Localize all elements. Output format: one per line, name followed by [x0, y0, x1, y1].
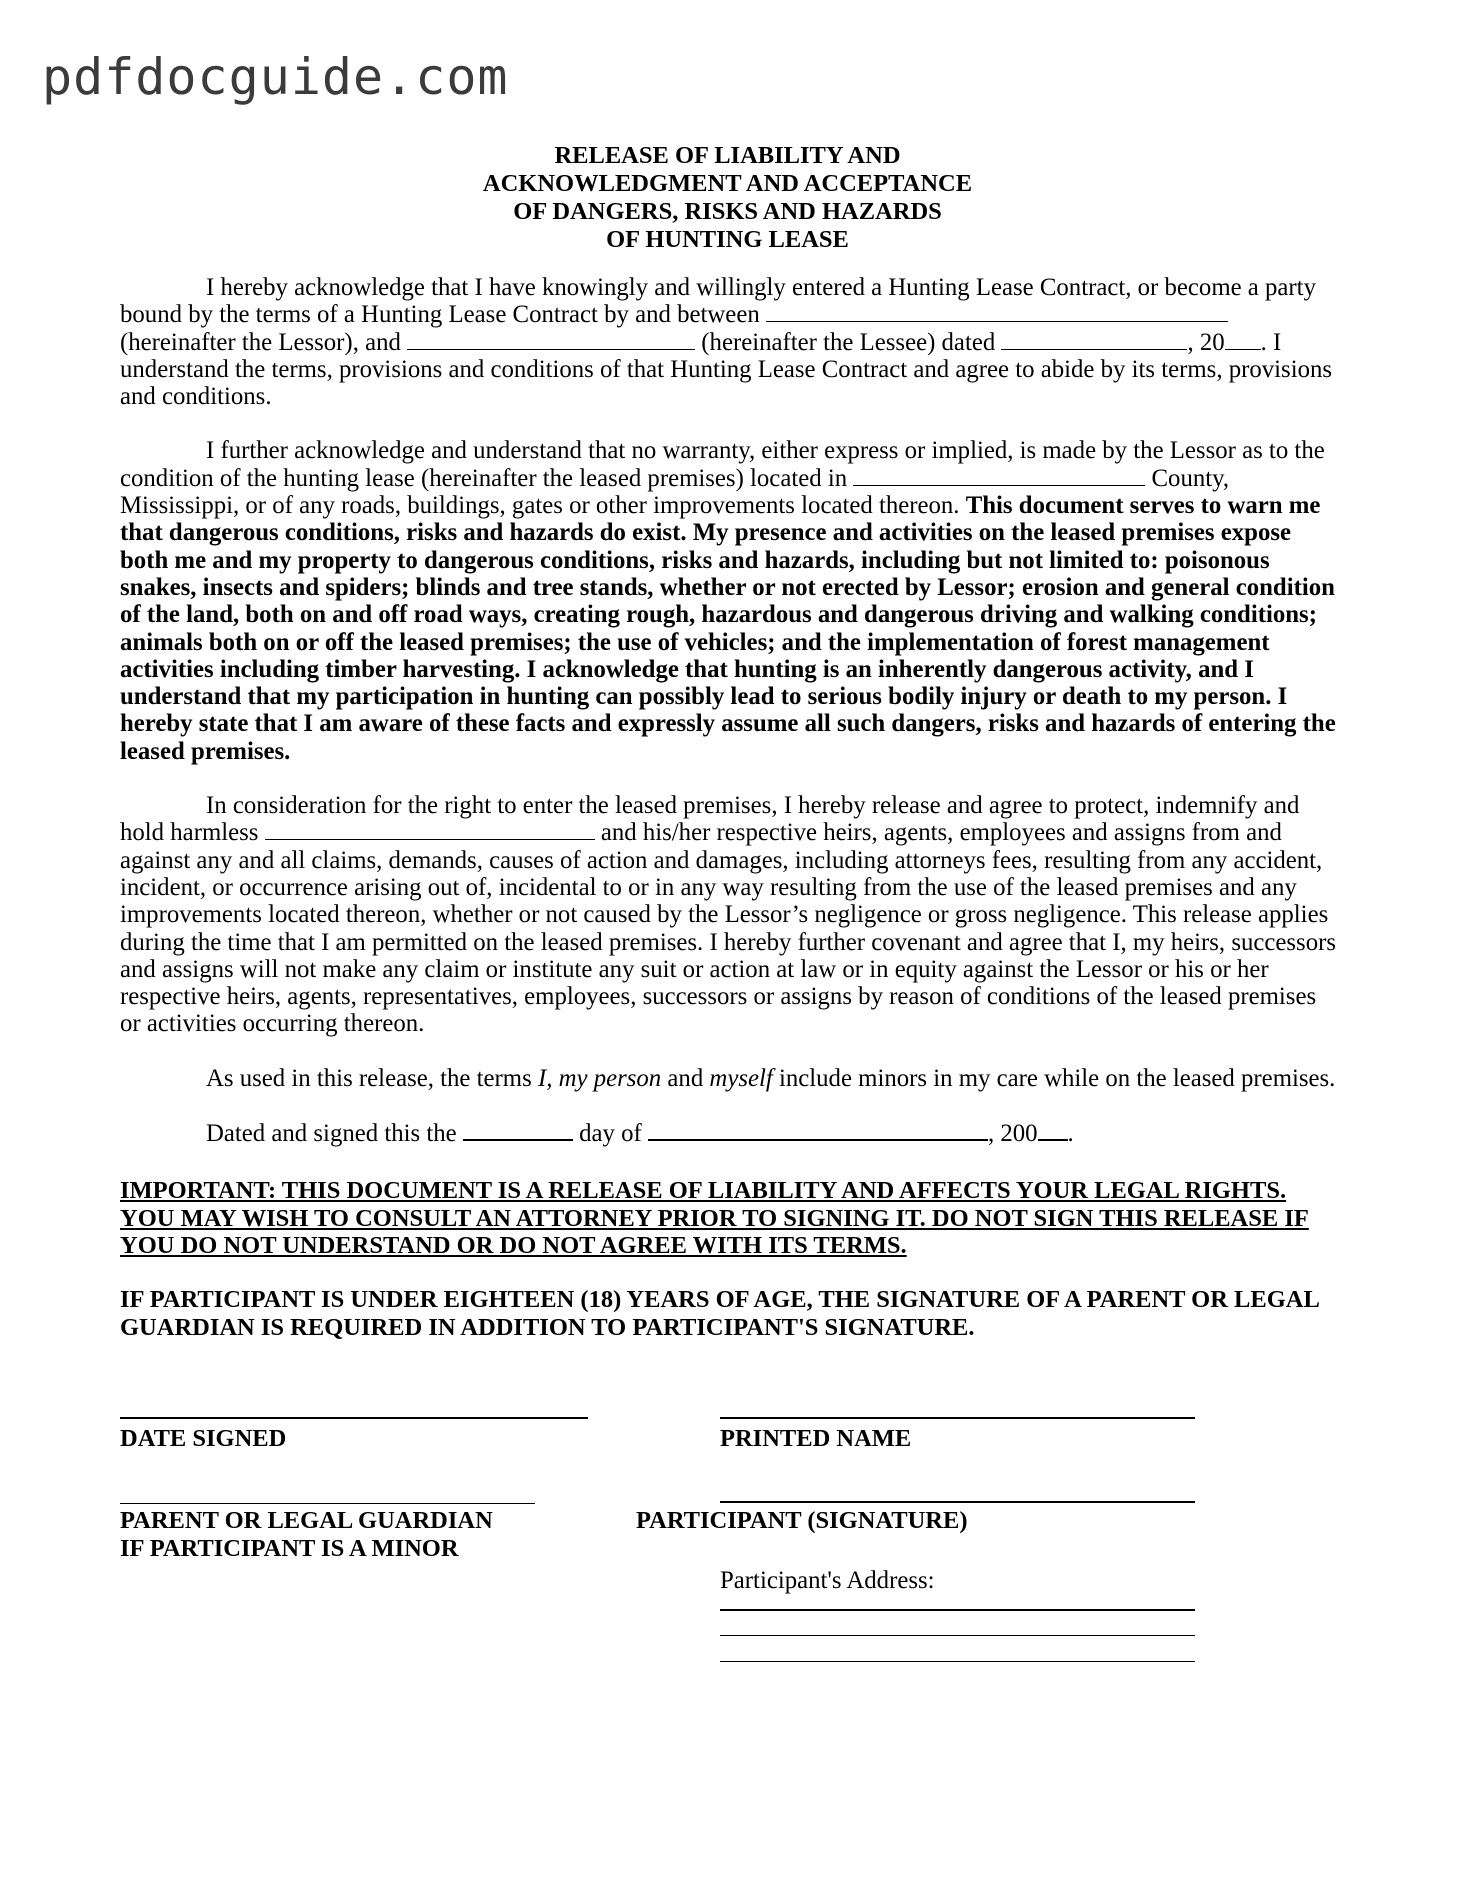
paragraph-text: County, Mississippi, or of any roads, buildings, gates or other improvements located thereon. [120, 464, 1230, 520]
paragraph-text: and [661, 1064, 710, 1092]
title-line: RELEASE OF LIABILITY AND [554, 142, 901, 169]
paragraph-text: (hereinafter the Lessee) dated [695, 328, 1002, 356]
guardian-label: PARENT OR LEGAL GUARDIAN [120, 1506, 493, 1534]
document-page [120, 142, 1340, 1731]
paragraph-text: Dated and signed this the [206, 1120, 463, 1148]
warning-text: This document serves to warn me that dangerous conditions, risks and hazards do exist. My presence and activities on the leased premises expose both me and my property to dangerous conditions, risks and hazards, including but not limited to: poisonous snakes, insects and spiders; blinds and tree stands, whether or not erected by Lessor; erosion and general condition of the land, both on and off road ways, creating rough, hazardous and dangerous driving and walking conditions; animals both on or off the leased premises; the use of vehicles; and the implementation of forest management activities including timber harvesting. I acknowledge that hunting is an inherently dangerous activity, and I understand that my participation in hunting can possibly lead to serious bodily injury or death to my person. I hereby state that I am aware of these facts and expressly assume all such dangers, risks and hazards of entering the leased premises. [120, 492, 1336, 765]
minor-notice: IF PARTICIPANT IS UNDER EIGHTEEN (18) YEARS OF AGE, THE SIGNATURE OF A PARENT OR LEGAL GUARDIAN IS REQUIRED IN ADDITION TO PARTICIPANT'S SIGNATURE. [120, 1286, 1319, 1341]
sign-year-field[interactable] [1038, 1119, 1068, 1141]
title-line: ACKNOWLEDGMENT AND ACCEPTANCE [482, 170, 973, 197]
watermark: pdfdocguide.com [42, 48, 509, 106]
address-line[interactable] [720, 1609, 1195, 1611]
contract-date-field[interactable] [1001, 329, 1187, 350]
title-line: OF DANGERS, RISKS AND HAZARDS [513, 198, 942, 225]
participant-signature-line[interactable] [720, 1501, 1195, 1503]
participant-signature-label: PARTICIPANT (SIGNATURE) [636, 1506, 968, 1534]
lessee-name-field[interactable] [407, 329, 695, 350]
paragraph-text: As used in this release, the terms [206, 1064, 538, 1092]
paragraph-text: I further acknowledge and understand that no warranty, either express or implied, is made by the Lessor as to the condition of the hunting lease (hereinafter the leased premises) located in [120, 437, 1325, 492]
document-title [120, 142, 1335, 254]
printed-name-line[interactable] [720, 1417, 1195, 1419]
date-signed-label: DATE SIGNED [120, 1424, 287, 1452]
paragraph-text: , 200 [987, 1120, 1038, 1148]
paragraph-text: . [1067, 1120, 1074, 1148]
italic-term: I, my person [537, 1064, 662, 1092]
paragraph-text: day of [572, 1120, 648, 1148]
guardian-signature-line[interactable] [120, 1503, 535, 1504]
sign-month-field[interactable] [648, 1119, 988, 1141]
address-line[interactable] [720, 1661, 1195, 1662]
acknowledgment-paragraph [120, 274, 1340, 410]
legal-warning: IMPORTANT: THIS DOCUMENT IS A RELEASE OF LIABILITY AND AFFECTS YOUR LEGAL RIGHTS. YOU MAY WISH TO CONSULT AN ATTORNEY PRIOR TO SIGNING IT. DO NOT SIGN THIS RELEASE IF YOU DO NOT UNDERSTAND OR DO NOT AGREE WITH ITS TERMS. [120, 1177, 1309, 1259]
release-paragraph [120, 792, 1340, 1038]
paragraph-text: include minors in my care while on the leased premises. [772, 1064, 1336, 1092]
sign-day-field[interactable] [463, 1119, 573, 1141]
address-line[interactable] [720, 1635, 1195, 1636]
lessor-name-field[interactable] [766, 301, 1228, 322]
date-signed-line[interactable] [120, 1417, 588, 1419]
paragraph-text: (hereinafter the Lessor), and [120, 328, 408, 356]
printed-name-label: PRINTED NAME [720, 1424, 912, 1452]
dated-signed-line [120, 1119, 1340, 1147]
title-line: OF HUNTING LEASE [606, 226, 849, 253]
paragraph-text: and his/her respective heirs, agents, employees and assigns from and against any and all claims, demands, causes of action and damages, including attorneys fees, resulting from any accident, incident, or occurrence arising out of, incidental to or in any way resulting from the use of the leased premises and any improvements located thereon, whether or not caused by the Lessor’s negligence or gross negligence. This release applies during the time that I am permitted on the leased premises. I hereby further covenant and agree that I, my heirs, successors and assigns will not make any claim or institute any suit or action at law or in equity against the Lessor or his or her respective heirs, agents, representatives, employees, successors or assigns by reason of conditions of the leased premises or activities occurring thereon. [120, 819, 1337, 1038]
guardian-label-minor: IF PARTICIPANT IS A MINOR [120, 1534, 459, 1562]
definitions-paragraph [120, 1065, 1340, 1092]
contract-year-field[interactable] [1225, 329, 1261, 350]
paragraph-text: In consideration for the right to enter the leased premises, I hereby release and agree to protect, indemnify and hold harmless [120, 792, 1300, 847]
paragraph-text: , 20 [1187, 328, 1225, 356]
released-party-field[interactable] [265, 819, 595, 840]
county-field[interactable] [853, 465, 1145, 486]
participant-address-label: Participant's Address: [720, 1566, 935, 1594]
dangers-paragraph [120, 437, 1340, 765]
paragraph-text: I hereby acknowledge that I have knowingly and willingly entered a Hunting Lease Contract, or become a party bound by the terms of a Hunting Lease Contract by and between [120, 274, 1316, 329]
signature-section [120, 1371, 1340, 1731]
paragraph-text: . I understand the terms, provisions and conditions of that Hunting Lease Contract and agree to abide by its terms, provisions and conditions. [120, 328, 1333, 411]
italic-term: myself [709, 1064, 773, 1092]
